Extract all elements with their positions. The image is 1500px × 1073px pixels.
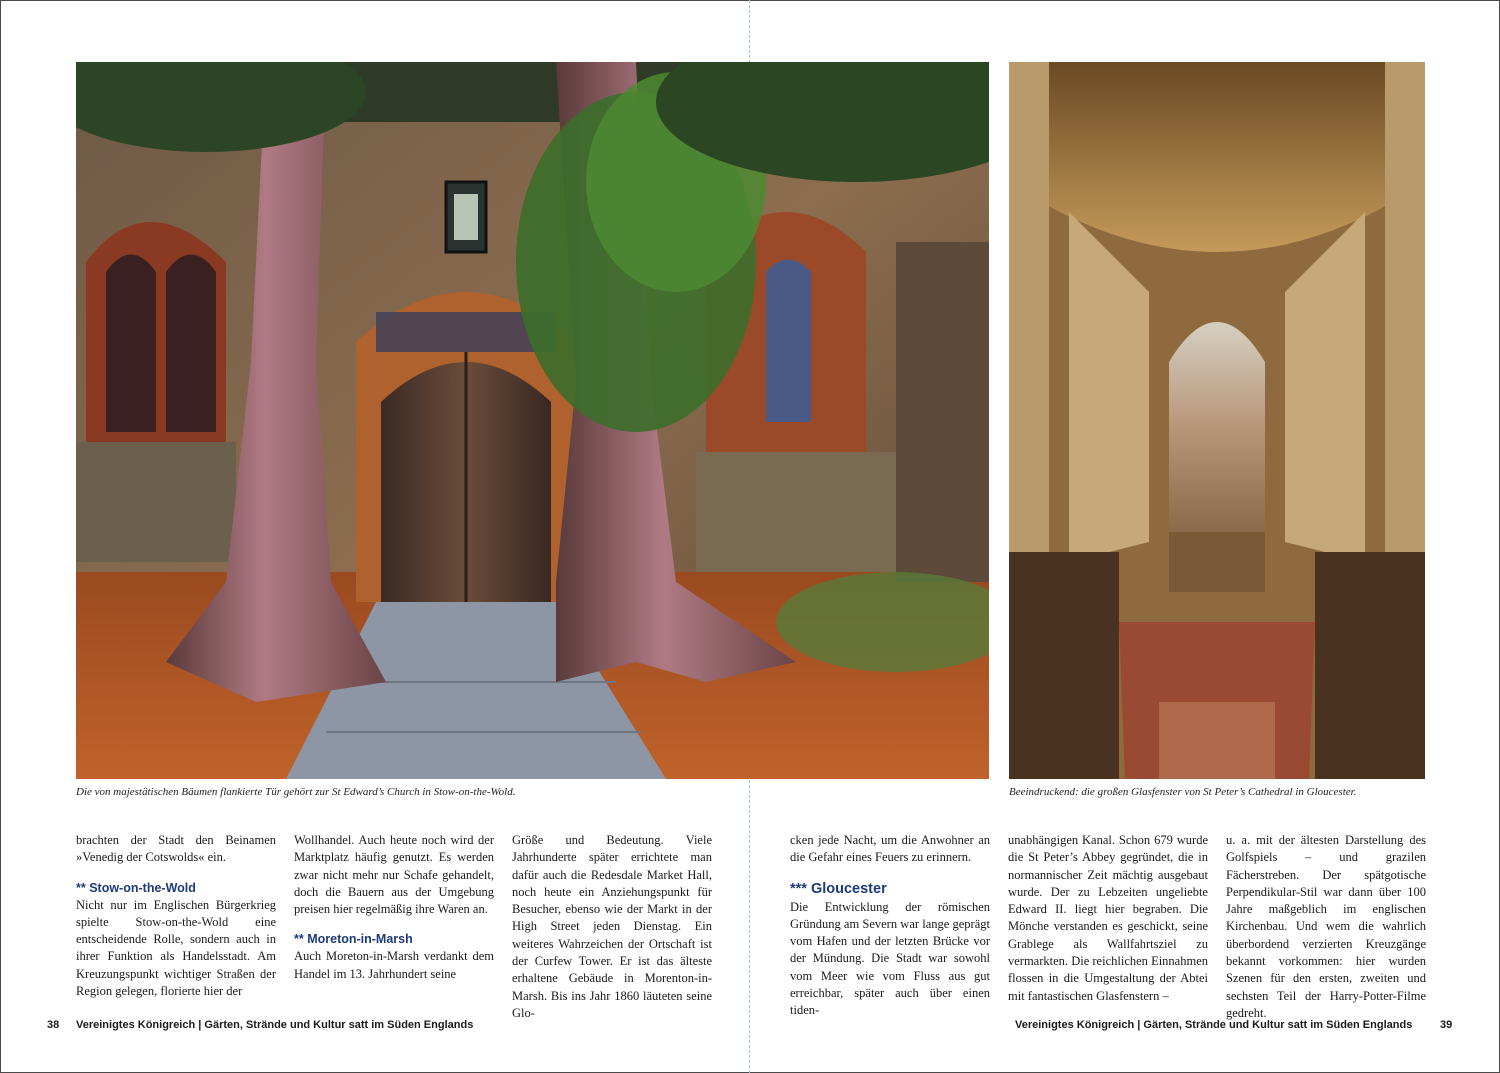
section-heading-moreton: ** Moreton-in-Marsh xyxy=(294,932,413,947)
church-door-image xyxy=(76,62,989,779)
left-column-1 xyxy=(76,832,276,1000)
right-page-number: 39 xyxy=(1440,1019,1453,1031)
right-column-2 xyxy=(1008,832,1208,1005)
paragraph: Größe und Bedeutung. Viele Jahrhunderte später errichtete man dafür auch die Redesdale Market Hall, noch heute ein Anziehungspunkt für Besucher, ebenso wie der Markt in der High Street jeden Dienstag. Ein weiteres Wahrzeichen der Ortschaft ist der Curfew Tower. Er ist das älteste erhaltene Gebäude in Morenton-in-Marsh. Bis ins Jahr 1860 läuteten seine Glo- xyxy=(512,833,712,1020)
paragraph: Auch Moreton-in-Marsh verdankt dem Handel im 13. Jahrhundert seine xyxy=(294,949,494,981)
left-running-title: Vereinigtes Königreich | Gärten, Strände und Kultur satt im Süden Englands xyxy=(76,1019,474,1031)
left-column-2 xyxy=(294,832,494,983)
caption-right: Beeindruckend: die großen Glasfenster von St Peter’s Cathedral in Gloucester. xyxy=(1009,786,1357,798)
right-running-title: Vereinigtes Königreich | Gärten, Strände und Kultur satt im Süden Englands xyxy=(1015,1019,1413,1031)
paragraph: Nicht nur im Englischen Bürgerkrieg spielte Stow-on-the-Wold eine entscheidende Rolle, sondern auch in ihrer Funktion als Handelsstadt. Am Kreuzungspunkt wichtiger Straßen der Region gelegen, florierte hier der xyxy=(76,897,276,999)
left-column-3 xyxy=(512,832,712,1022)
paragraph: u. a. mit der ältesten Darstellung des Golfspiels – und grazilen Fächerstreben. Der spätgotische Perpendikular-Stil war dann über 100 Jahre maßgeblich im englischen Kirchenbau. Und wem die wahrlich überbordend verzierten Kreuzgänge bekannt vorkommen: hier wurden Szenen für den ersten, zweiten und sechsten Teil der Harry-Potter-Filme gedreht. xyxy=(1226,833,1426,1020)
paragraph: Die Entwicklung der römischen Gründung am Severn war lange geprägt vom Hafen und der letzten Brücke vor der Mündung. Die Stadt war sowohl vom Meer wie vom Fluss aus gut erreichbar, später auch über einen tiden- xyxy=(790,899,990,1018)
paragraph: Wollhandel. Auch heute noch wird der Marktplatz häufig genutzt. Es werden zwar nicht mehr nur Schafe gehandelt, doch die Bauern aus der Umgebung preisen hier regelmäßig ihre Waren an. xyxy=(294,833,494,917)
section-heading-stow: ** Stow-on-the-Wold xyxy=(76,880,196,895)
left-page-number: 38 xyxy=(47,1019,60,1031)
cathedral-nave-photo xyxy=(1009,62,1425,779)
cathedral-nave-image xyxy=(1009,62,1425,779)
right-column-1 xyxy=(790,832,990,1020)
section-heading-gloucester: *** Gloucester xyxy=(790,880,887,897)
church-door-photo xyxy=(76,62,989,779)
right-column-3 xyxy=(1226,832,1426,1022)
caption-left: Die von majestätischen Bäumen flankierte Tür gehört zur St Edward’s Church in Stow-on-the-Wold. xyxy=(76,786,516,798)
paragraph: brachten der Stadt den Beinamen »Venedig der Cotswolds« ein. xyxy=(76,833,276,865)
paragraph: unabhängigen Kanal. Schon 679 wurde die St Peter’s Abbey gegründet, die in normannischer Zeit mächtig ausgebaut wurde. Der zu Lebzeiten ungeliebte Edward II. liegt hier begraben. Die Mönche verstanden es geschickt, seine Grablege als Wallfahrtsziel zu vermarkten. Die reichlichen Einnahmen flossen in die Umgestaltung der Abtei mit fantastischen Glasfenstern – xyxy=(1008,833,1208,1003)
paragraph: cken jede Nacht, um die Anwohner an die Gefahr eines Feuers zu erinnern. xyxy=(790,833,990,865)
